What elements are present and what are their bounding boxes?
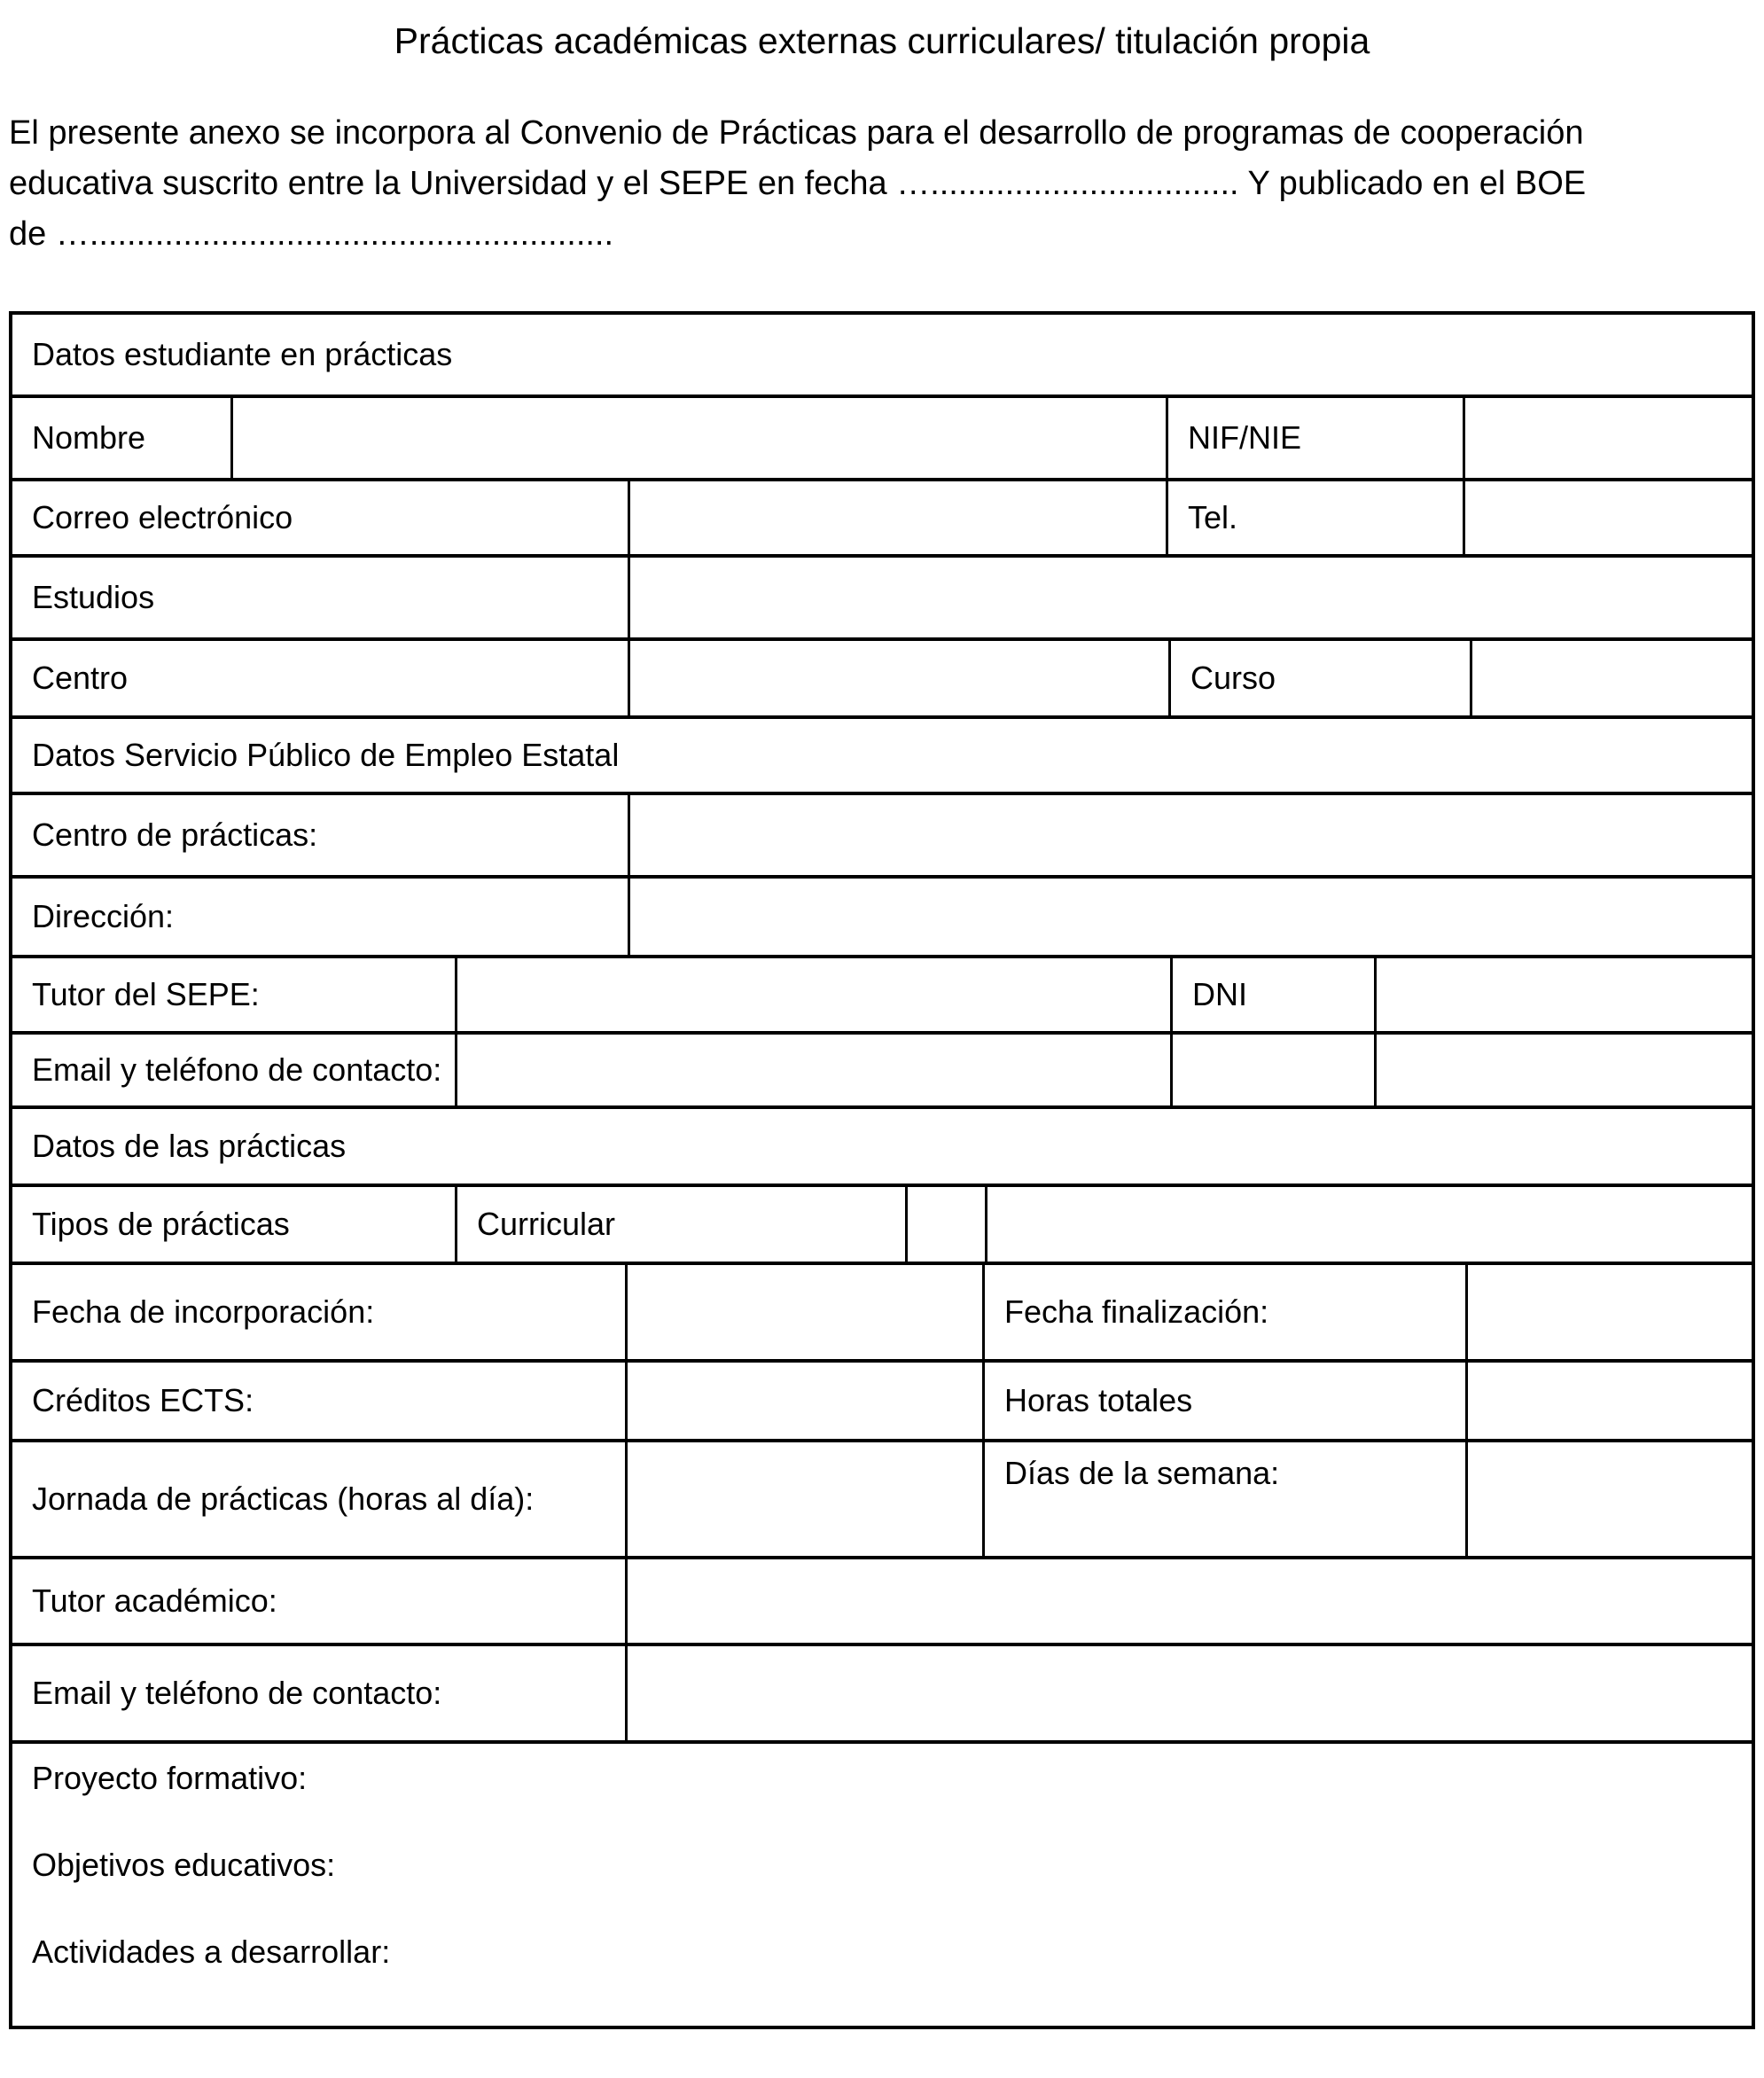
email-sepe-extra-cell[interactable] <box>1170 1035 1374 1105</box>
direccion-label: Dirección: <box>32 898 175 934</box>
centro-practicas-label: Centro de prácticas: <box>32 816 318 853</box>
tutor-sepe-label: Tutor del SEPE: <box>32 976 260 1012</box>
nombre-input-cell[interactable] <box>230 398 1166 478</box>
tel-input-cell[interactable] <box>1463 481 1752 554</box>
nif-label: NIF/NIE <box>1166 398 1463 478</box>
tutor-academico-label: Tutor académico: <box>32 1582 277 1619</box>
intro-line-1: El presente anexo se incorpora al Convenio de Prácticas para el desarrollo de programas de cooperación <box>9 114 1584 152</box>
curricular-checkbox-cell[interactable] <box>905 1187 985 1262</box>
estudios-label: Estudios <box>32 579 155 615</box>
direccion-input-cell[interactable] <box>628 879 1752 955</box>
jornada-input-cell[interactable] <box>625 1442 982 1556</box>
email-sepe-input-cell[interactable] <box>455 1035 1170 1105</box>
email-sepe-input-cell-2[interactable] <box>1374 1035 1752 1105</box>
dias-semana-label: Días de la semana: <box>982 1442 1465 1556</box>
proyecto-formativo-cell[interactable] <box>12 1744 1752 2026</box>
centro-input-cell[interactable] <box>628 641 1168 715</box>
section-header-sepe: Datos Servicio Público de Empleo Estatal <box>32 737 620 773</box>
tel-label: Tel. <box>1166 481 1463 554</box>
curricular-label: Curricular <box>455 1187 905 1262</box>
email-academico-label: Email y teléfono de contacto: <box>32 1675 442 1711</box>
estudios-input-cell[interactable] <box>628 558 1752 637</box>
intro-paragraph <box>9 108 1755 260</box>
tutor-academico-input-cell[interactable] <box>625 1559 1752 1643</box>
tipos-practicas-label: Tipos de prácticas <box>32 1206 290 1242</box>
email-academico-input-cell[interactable] <box>625 1646 1752 1740</box>
email-sepe-label: Email y teléfono de contacto: <box>32 1051 442 1088</box>
form-document-page <box>0 20 1764 2078</box>
actividades-desarrollar-label: Actividades a desarrollar: <box>32 1933 391 1970</box>
correo-label: Correo electrónico <box>32 499 293 535</box>
proyecto-formativo-label: Proyecto formativo: <box>32 1760 308 1796</box>
dias-semana-input-cell[interactable] <box>1465 1442 1752 1556</box>
centro-practicas-input-cell[interactable] <box>628 795 1752 875</box>
objetivos-educativos-label: Objetivos educativos: <box>32 1847 336 1883</box>
nif-input-cell[interactable] <box>1463 398 1752 478</box>
creditos-ects-input-cell[interactable] <box>625 1363 982 1439</box>
horas-totales-label: Horas totales <box>982 1363 1465 1439</box>
fecha-finalizacion-input-cell[interactable] <box>1465 1265 1752 1359</box>
fecha-finalizacion-label: Fecha finalización: <box>982 1265 1465 1359</box>
curso-input-cell[interactable] <box>1470 641 1752 715</box>
intro-line-2: educativa suscrito entre la Universidad y el SEPE en fecha …................................. Y publicado en el BOE <box>9 165 1587 202</box>
intro-line-3: de …........................................................ <box>9 215 614 253</box>
tipos-practicas-extra-cell[interactable] <box>985 1187 1752 1262</box>
horas-totales-input-cell[interactable] <box>1465 1363 1752 1439</box>
section-header-practicas: Datos de las prácticas <box>32 1128 347 1164</box>
dni-input-cell[interactable] <box>1374 958 1752 1031</box>
jornada-label: Jornada de prácticas (horas al día): <box>32 1480 535 1517</box>
practices-form-table <box>9 311 1755 2029</box>
correo-input-cell[interactable] <box>628 481 1166 554</box>
page-title: Prácticas académicas externas curriculares/ titulación propia <box>394 20 1370 61</box>
tutor-sepe-input-cell[interactable] <box>455 958 1170 1031</box>
creditos-ects-label: Créditos ECTS: <box>32 1382 254 1418</box>
centro-label: Centro <box>32 660 129 696</box>
curso-label: Curso <box>1168 641 1470 715</box>
fecha-incorporacion-label: Fecha de incorporación: <box>32 1293 375 1330</box>
nombre-label: Nombre <box>32 419 146 456</box>
section-header-student: Datos estudiante en prácticas <box>32 336 453 372</box>
dni-label: DNI <box>1170 958 1374 1031</box>
fecha-incorporacion-input-cell[interactable] <box>625 1265 982 1359</box>
